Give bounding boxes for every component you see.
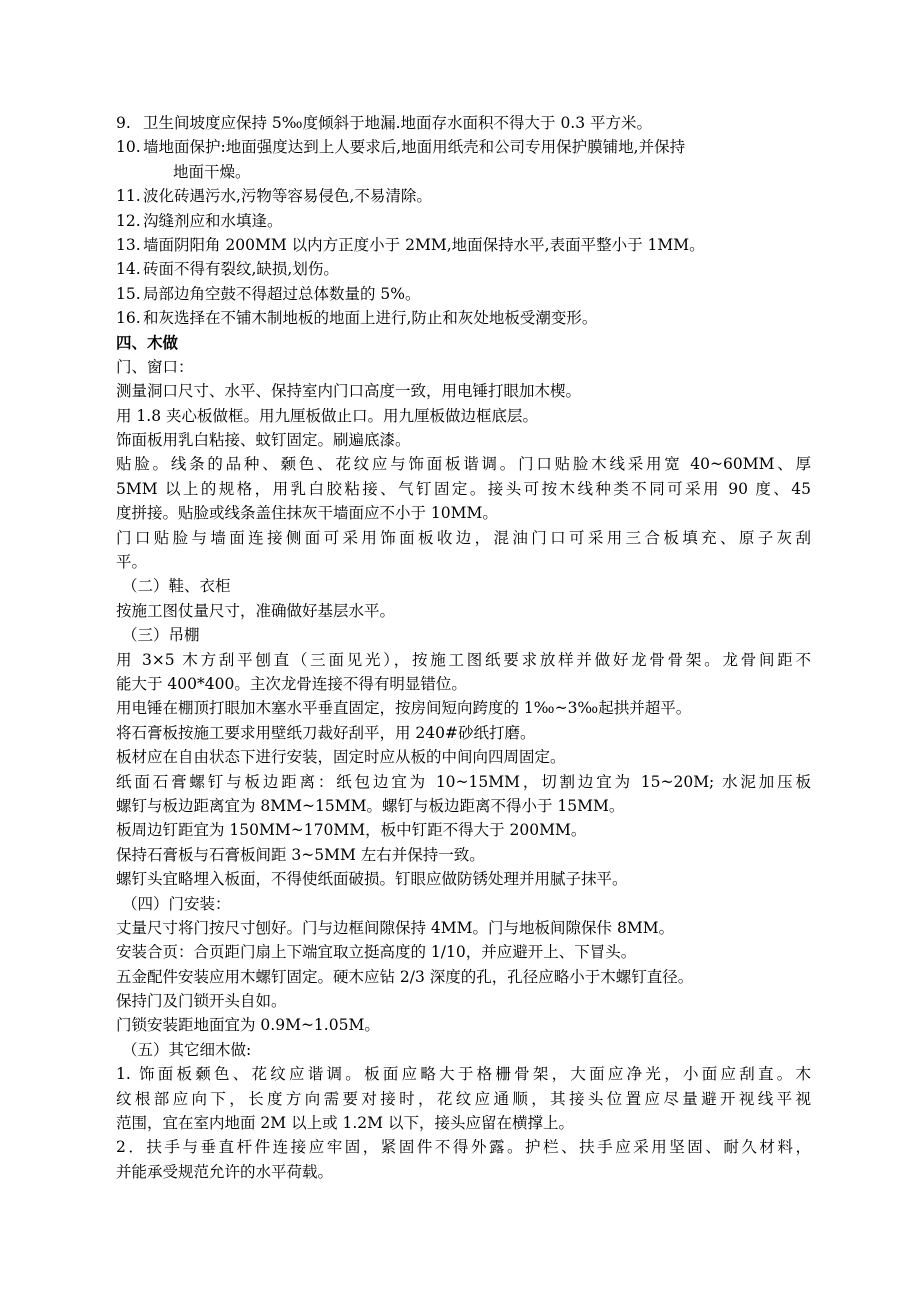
door-install-line: 安装合页：合页距门扇上下端宜取立挺高度的 1/10，并应避开上、下冒头。	[116, 943, 637, 962]
doors-line: 饰面板用乳白粘接、蚊钉固定。刷遍底漆。	[116, 431, 411, 450]
ceiling-line: 板材应在自由状态下进行安装，固定时应从板的中间向四周固定。	[116, 748, 566, 767]
doors-line: 用 1.8 夹心板做框。用九厘板做止口。用九厘板做边框底层。	[116, 406, 539, 425]
ceiling-title: （三）吊棚	[122, 626, 200, 645]
document-body	[116, 111, 811, 1184]
ceiling-line: 用电锤在棚顶打眼加木塞水平垂直固定，按房间短向跨度的 1‰~3‰起拱并超平。	[116, 699, 692, 718]
doors-line: 测量洞口尺寸、水平、保持室内门口高度一致，用电锤打眼加木楔。	[116, 382, 582, 401]
door-install-line: 五金配件安装应用木螺钉固定。硬木应钻 2/3 深度的孔，孔径应略小于木螺钉直径。	[116, 967, 694, 986]
doors-paragraph-line: 度拼接。贴脸或线条盖住抹灰干墙面应不小于 10MM。	[116, 504, 498, 523]
door-install-line: 门锁安装距地面宜为 0.9M~1.05M。	[116, 1016, 380, 1035]
ceiling-paragraph-line: 纸面石膏螺钉与板边距离：纸包边宜为 10~15MM，切割边宜为 15~20M; 水泥加压板	[116, 772, 811, 791]
other-paragraph-line: 纹根部应向下，长度方向需要对接时，花纹应通顺，其接头位置应尽量避开视线平视	[116, 1089, 811, 1108]
shoes-line: 按施工图仗量尺寸，准确做好基层水平。	[116, 601, 396, 620]
shoes-title: （二）鞋、衣柜	[122, 577, 231, 596]
doors-paragraph-line: 5MM 以上的规格，用乳白胶粘接、气钉固定。接头可按木线种类不同可采用 90 度、45	[116, 479, 811, 498]
ceiling-line: 将石膏板按施工要求用壁纸刀裁好刮平，用 240#砂纸打磨。	[116, 723, 536, 742]
ceiling-line: 板周边钉距宜为 150MM~170MM，板中钉距不得大于 200MM。	[116, 821, 587, 840]
ceiling-paragraph-line: 用 3×5 木方刮平刨直（三面见光），按施工图纸要求放样并做好龙骨骨架。龙骨间距不	[116, 650, 811, 669]
door-install-title: （四）门安装：	[122, 894, 231, 913]
other-carpentry-title: （五）其它细木做:	[122, 1040, 252, 1059]
list-item-15: 15. 局部边角空鼓不得超过总体数量的 5%。	[116, 284, 421, 303]
ceiling-paragraph-line: 能大于 400*400。主次龙骨连接不得有明显错位。	[116, 674, 467, 693]
list-item-9: 9. 卫生间坡度应保持 5‰度倾斜于地漏.地面存水面积不得大于 0.3 平方米。	[116, 114, 653, 132]
ceiling-line: 保持石膏板与石膏板间距 3~5MM 左右并保持一致。	[116, 845, 485, 864]
ceiling-line: 螺钉头宜略埋入板面，不得使纸面破损。钉眼应做防锈处理并用腻子抹平。	[116, 870, 628, 889]
list-item-10-continuation: 地面干燥。	[173, 162, 251, 181]
door-install-line: 保持门及门锁开头自如。	[116, 992, 287, 1011]
list-item-10: 10. 墙地面保护:地面强度达到上人要求后,地面用纸壳和公司专用保护膜铺地,并保持	[116, 138, 686, 157]
doors-paragraph-line: 贴脸。线条的品种、颡色、花纹应与饰面板谐调。门口贴脸木线采用宽 40~60MM、厚	[116, 455, 811, 474]
list-item-14: 14. 砖面不得有裂纹,缺损,划伤。	[116, 260, 339, 279]
door-install-line: 丈量尺寸将门按尺寸刨好。门与边框间隙保持 4MM。门与地板间隙保佧 8MM。	[116, 918, 675, 937]
other-paragraph-line: 1. 饰面板颡色、花纹应谐调。板面应略大于格栅骨架，大面应净光，小面应刮直。木	[116, 1065, 811, 1084]
other-paragraph-line: 并能承受规范允许的水平荷载。	[116, 1162, 334, 1181]
other-paragraph-line: 2．扶手与垂直杆件连接应牢固，紧固件不得外露。护栏、扶手应采用坚固、耐久材料，	[116, 1138, 811, 1157]
section-heading: 四、木做	[116, 332, 179, 352]
ceiling-paragraph-line: 螺钉与板边距离宜为 8MM~15MM。螺钉与板边距离不得小于 15MM。	[116, 796, 625, 815]
doors-paragraph-line: 门口贴脸与墙面连接侧面可采用饰面板收边，混油门口可采用三合板填充、原子灰刮	[116, 528, 811, 547]
list-item-13: 13. 墙面阴阳角 200MM 以内方正度小于 2MM,地面保持水平,表面平整小于 1MM。	[116, 235, 705, 254]
list-item-11: 11. 波化砖遇污水,污物等容易侵色,不易清除。	[116, 187, 432, 206]
doors-paragraph-line: 平。	[116, 553, 148, 572]
other-paragraph-line: 范围，宜在室内地面 2M 以上或 1.2M 以下，接头应留在横撑上。	[116, 1114, 574, 1133]
list-item-16: 16. 和灰选择在不铺木制地板的地面上进行,防止和灰处地板受潮变形。	[116, 309, 598, 328]
doors-title: 门、窗口：	[116, 357, 194, 376]
list-item-12: 12. 沟缝剂应和水填逢。	[116, 211, 283, 230]
